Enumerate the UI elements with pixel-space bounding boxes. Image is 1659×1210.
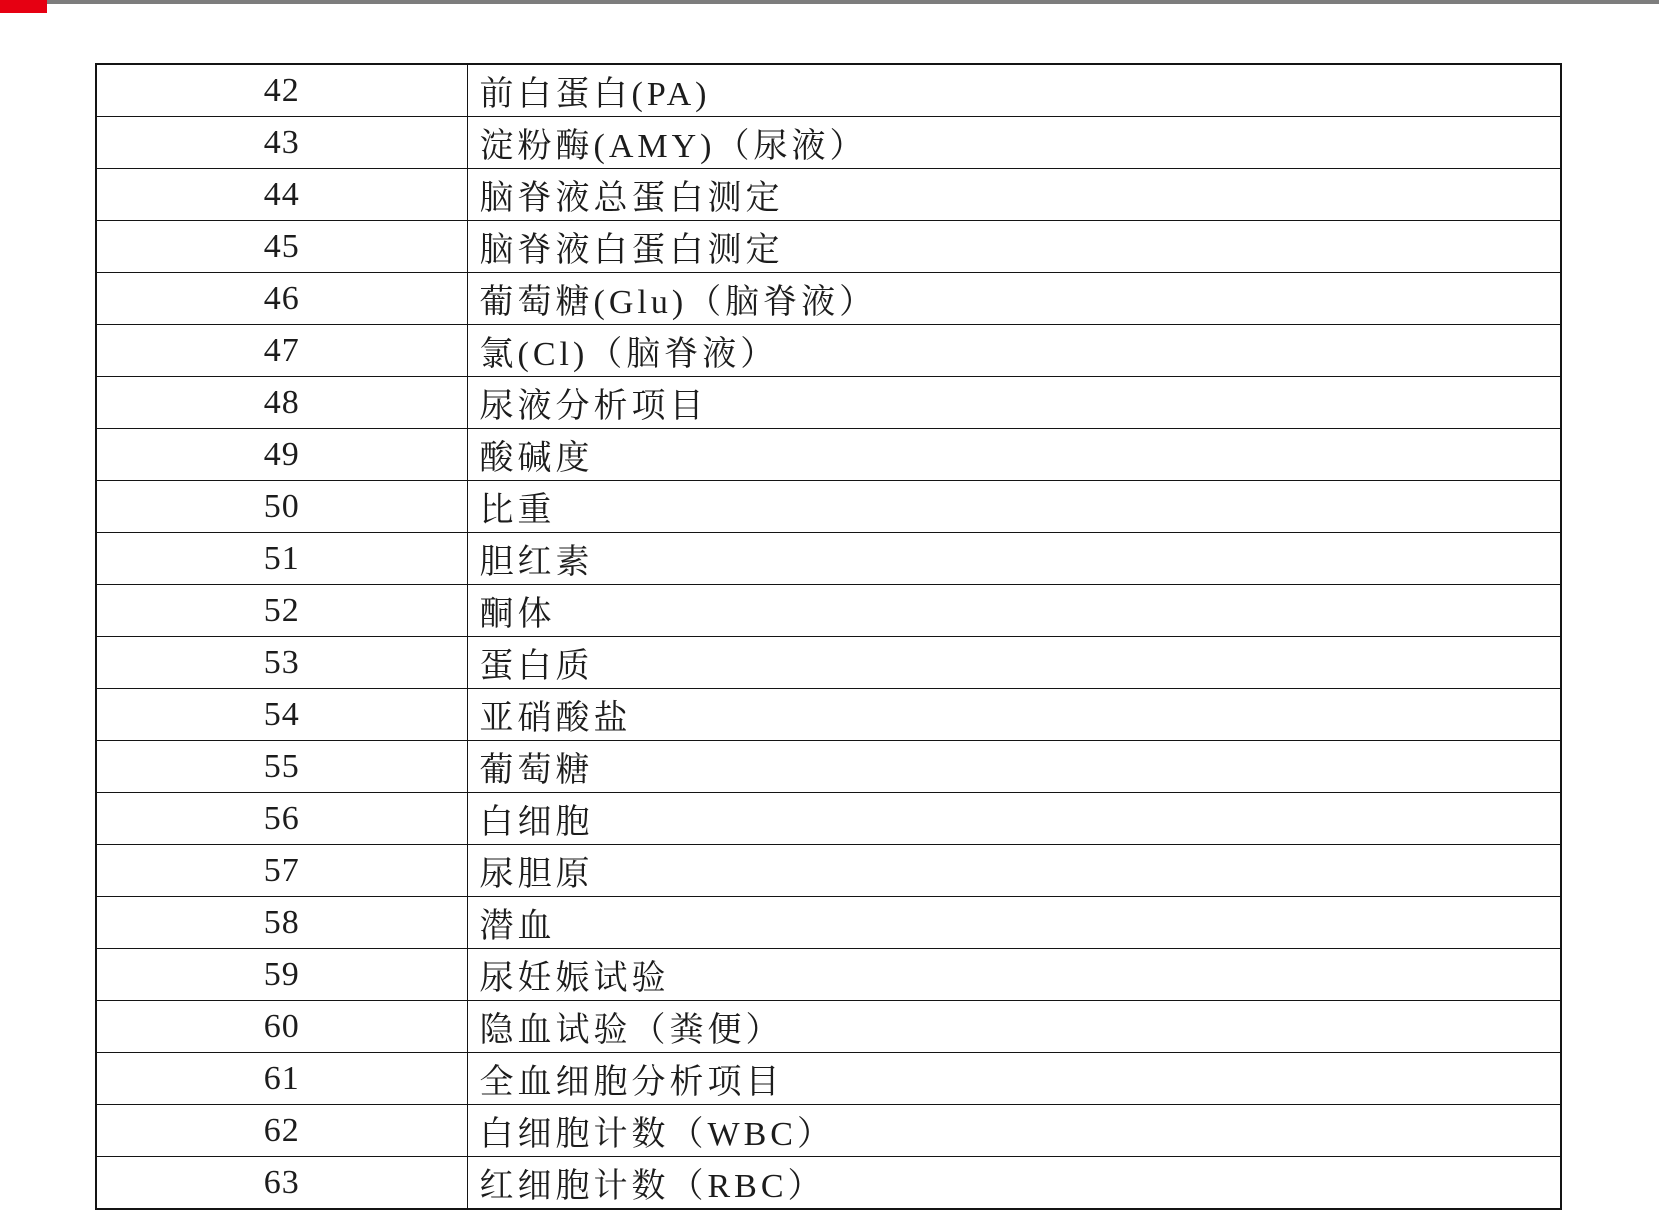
item-name-cell: 氯(Cl)（脑脊液） <box>467 325 1561 377</box>
item-name-cell: 脑脊液总蛋白测定 <box>467 169 1561 221</box>
item-name-cell: 潜血 <box>467 897 1561 949</box>
item-name-cell: 酮体 <box>467 585 1561 637</box>
item-number-cell: 60 <box>96 1001 467 1053</box>
item-name-cell: 亚硝酸盐 <box>467 689 1561 741</box>
table-row <box>96 429 1561 481</box>
item-name-cell: 隐血试验（粪便） <box>467 1001 1561 1053</box>
item-number-cell: 46 <box>96 273 467 325</box>
item-number-cell: 45 <box>96 221 467 273</box>
item-name-cell: 全血细胞分析项目 <box>467 1053 1561 1105</box>
table-row <box>96 949 1561 1001</box>
item-name-cell: 酸碱度 <box>467 429 1561 481</box>
table-row <box>96 481 1561 533</box>
table-row <box>96 585 1561 637</box>
table-row <box>96 117 1561 169</box>
lab-items-table-body <box>96 64 1561 1209</box>
item-name-cell: 脑脊液白蛋白测定 <box>467 221 1561 273</box>
item-number-cell: 50 <box>96 481 467 533</box>
item-number-cell: 58 <box>96 897 467 949</box>
table-row <box>96 221 1561 273</box>
table-row <box>96 689 1561 741</box>
item-number-cell: 44 <box>96 169 467 221</box>
item-number-cell: 52 <box>96 585 467 637</box>
table-row <box>96 793 1561 845</box>
table-row <box>96 273 1561 325</box>
item-name-cell: 白细胞 <box>467 793 1561 845</box>
lab-items-table <box>95 63 1562 1210</box>
item-name-cell: 淀粉酶(AMY)（尿液） <box>467 117 1561 169</box>
item-name-cell: 前白蛋白(PA) <box>467 64 1561 117</box>
item-number-cell: 51 <box>96 533 467 585</box>
table-row <box>96 637 1561 689</box>
item-number-cell: 43 <box>96 117 467 169</box>
table-row <box>96 845 1561 897</box>
item-number-cell: 47 <box>96 325 467 377</box>
window-top-edge <box>0 0 1659 4</box>
table-row <box>96 1105 1561 1157</box>
item-name-cell: 尿液分析项目 <box>467 377 1561 429</box>
table-row <box>96 533 1561 585</box>
table-row <box>96 64 1561 117</box>
item-name-cell: 比重 <box>467 481 1561 533</box>
table-row <box>96 169 1561 221</box>
red-cursor-marker <box>0 0 47 13</box>
item-name-cell: 葡萄糖(Glu)（脑脊液） <box>467 273 1561 325</box>
item-number-cell: 62 <box>96 1105 467 1157</box>
table-row <box>96 1157 1561 1210</box>
table-row <box>96 1053 1561 1105</box>
item-number-cell: 48 <box>96 377 467 429</box>
item-number-cell: 53 <box>96 637 467 689</box>
item-number-cell: 42 <box>96 64 467 117</box>
table-row <box>96 741 1561 793</box>
item-number-cell: 57 <box>96 845 467 897</box>
table-row <box>96 325 1561 377</box>
item-number-cell: 59 <box>96 949 467 1001</box>
item-name-cell: 蛋白质 <box>467 637 1561 689</box>
item-number-cell: 61 <box>96 1053 467 1105</box>
item-name-cell: 尿胆原 <box>467 845 1561 897</box>
item-name-cell: 红细胞计数（RBC） <box>467 1157 1561 1210</box>
item-number-cell: 55 <box>96 741 467 793</box>
item-name-cell: 尿妊娠试验 <box>467 949 1561 1001</box>
table-row <box>96 377 1561 429</box>
item-number-cell: 49 <box>96 429 467 481</box>
item-name-cell: 葡萄糖 <box>467 741 1561 793</box>
table-row <box>96 897 1561 949</box>
item-name-cell: 白细胞计数（WBC） <box>467 1105 1561 1157</box>
item-number-cell: 54 <box>96 689 467 741</box>
table-row <box>96 1001 1561 1053</box>
item-number-cell: 63 <box>96 1157 467 1210</box>
item-number-cell: 56 <box>96 793 467 845</box>
item-name-cell: 胆红素 <box>467 533 1561 585</box>
